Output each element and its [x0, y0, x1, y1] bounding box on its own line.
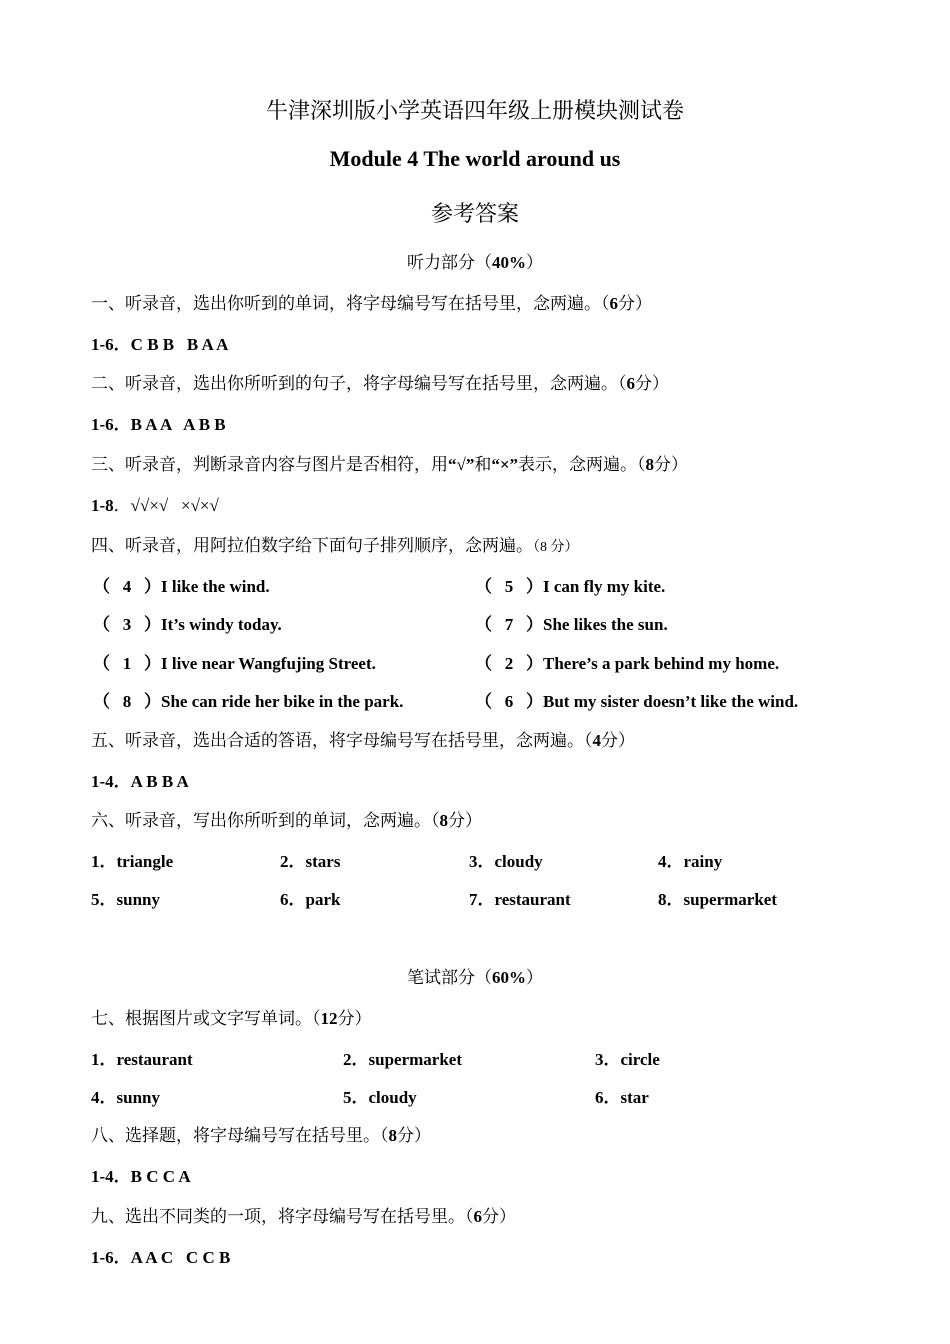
listening-heading: 听力部分（40%）	[407, 253, 543, 272]
question-4-instruction: 四、听录音，用阿拉伯数字给下面句子排列顺序，念两遍。（8 分）	[91, 536, 579, 555]
question-7-instruction: 七、根据图片或文字写单词。（12分）	[91, 1009, 372, 1028]
word-answer: 5．cloudy	[343, 1088, 417, 1107]
word-answer: 1．restaurant	[91, 1050, 193, 1069]
word-answer: 4．rainy	[658, 852, 723, 871]
title-chinese: 牛津深圳版小学英语四年级上册模块测试卷	[265, 98, 684, 123]
order-item: （ 8 ）She can ride her bike in the park.	[93, 692, 404, 711]
question-6-instruction: 六、听录音，写出你所听到的单词，念两遍。（8分）	[91, 811, 482, 830]
word-answer: 6．star	[595, 1088, 649, 1107]
order-item: （ 6 ）But my sister doesn’t like the wind.	[475, 692, 799, 711]
word-answer: 2．stars	[280, 852, 341, 871]
order-item: （ 4 ）I like the wind.	[93, 577, 270, 596]
word-answer: 5．sunny	[91, 890, 160, 909]
order-item: （ 5 ）I can fly my kite.	[475, 577, 666, 596]
word-answer: 3．cloudy	[469, 852, 543, 871]
question-8-instruction: 八、选择题，将字母编号写在括号里。（8分）	[91, 1126, 431, 1145]
question-5-instruction: 五、听录音，选出合适的答语，将字母编号写在括号里，念两遍。（4分）	[91, 731, 635, 750]
word-answer: 4．sunny	[91, 1088, 160, 1107]
question-2-answer: 1-6．B A A A B B	[91, 415, 226, 434]
order-item: （ 2 ）There’s a park behind my home.	[475, 654, 780, 673]
question-1-instruction: 一、听录音，选出你听到的单词，将字母编号写在括号里，念两遍。（6分）	[91, 294, 652, 313]
subtitle: 参考答案	[430, 201, 519, 226]
question-1-answer: 1-6．C B B B A A	[91, 335, 229, 354]
question-8-answer: 1-4．B C C A	[91, 1167, 191, 1186]
word-answer: 7．restaurant	[469, 890, 571, 909]
question-2-instruction: 二、听录音，选出你所听到的句子，将字母编号写在括号里，念两遍。（6分）	[91, 374, 669, 393]
writing-heading: 笔试部分（60%）	[407, 968, 543, 987]
word-answer: 3．circle	[595, 1050, 660, 1069]
word-answer: 2．supermarket	[343, 1050, 462, 1069]
word-answer: 1．triangle	[91, 852, 174, 871]
order-item: （ 3 ）It’s windy today.	[93, 615, 282, 634]
question-3-answer: 1-8．√√×√ ×√×√	[91, 496, 219, 515]
question-3-instruction: 三、听录音，判断录音内容与图片是否相符，用“√”和“×”表示，念两遍。（8分）	[91, 455, 689, 474]
word-answer: 8．supermarket	[658, 890, 777, 909]
question-5-answer: 1-4．A B B A	[91, 772, 189, 791]
title-english: Module 4 The world around us	[329, 146, 621, 171]
question-9-answer: 1-6．A A C C C B	[91, 1248, 231, 1267]
order-item: （ 7 ）She likes the sun.	[475, 615, 668, 634]
order-item: （ 1 ）I live near Wangfujing Street.	[93, 654, 376, 673]
question-9-instruction: 九、选出不同类的一项，将字母编号写在括号里。（6分）	[91, 1207, 516, 1226]
word-answer: 6．park	[280, 890, 341, 909]
